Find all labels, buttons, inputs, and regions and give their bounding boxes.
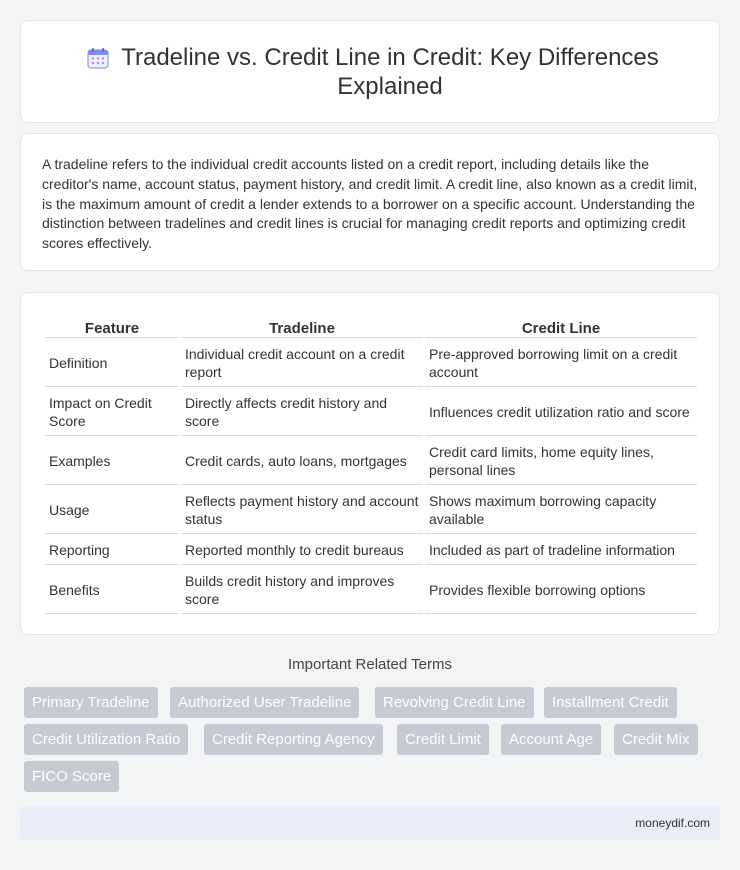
table-cell: Shows maximum borrowing capacity available <box>425 487 697 534</box>
tag-installment-credit[interactable]: Installment Credit <box>544 687 677 718</box>
table-cell: Impact on Credit Score <box>45 389 179 436</box>
table-cell: Reflects payment history and account status <box>181 487 423 534</box>
table-cell: Credit cards, auto loans, mortgages <box>181 438 423 485</box>
table-cell: Credit card limits, home equity lines, personal lines <box>425 438 697 485</box>
footer <box>20 806 720 840</box>
intro-paragraph: A tradeline refers to the individual credit accounts listed on a credit report, including details like the creditor's name, account status, payment history, and credit limit. A credit line, also known as a credit limit, is the maximum amount of credit a lender extends to a borrower on a specific account. Understanding the distinction between tradelines and credit lines is crucial for managing credit reports and optimizing credit scores effectively. <box>42 156 698 252</box>
related-terms-title: Important Related Terms <box>288 656 452 673</box>
comparison-table <box>43 316 699 616</box>
table-row <box>45 567 697 614</box>
table-header-tradeline: Tradeline <box>181 318 423 338</box>
title-card <box>20 20 720 123</box>
table-cell: Reporting <box>45 536 179 565</box>
table-cell: Included as part of tradeline information <box>425 536 697 565</box>
table-cell: Influences credit utilization ratio and score <box>425 389 697 436</box>
footer-site[interactable]: moneydif.com <box>635 816 710 830</box>
table-row <box>45 340 697 387</box>
table-cell: Examples <box>45 438 179 485</box>
table-cell: Reported monthly to credit bureaus <box>181 536 423 565</box>
tag-authorized-user-tradeline[interactable]: Authorized User Tradeline <box>170 687 359 718</box>
tag-revolving-credit-line[interactable]: Revolving Credit Line <box>375 687 534 718</box>
table-row <box>45 438 697 485</box>
tag-credit-utilization-ratio[interactable]: Credit Utilization Ratio <box>24 724 188 755</box>
table-cell: Provides flexible borrowing options <box>425 567 697 614</box>
comparison-table-card <box>20 292 720 635</box>
table-cell: Individual credit account on a credit report <box>181 340 423 387</box>
tag-credit-mix[interactable]: Credit Mix <box>614 724 698 755</box>
tag-credit-reporting-agency[interactable]: Credit Reporting Agency <box>204 724 383 755</box>
table-header-credit-line: Credit Line <box>425 318 697 338</box>
table-cell: Directly affects credit history and score <box>181 389 423 436</box>
table-cell: Benefits <box>45 567 179 614</box>
intro-card <box>20 133 720 271</box>
table-header-feature: Feature <box>45 318 179 338</box>
tag-primary-tradeline[interactable]: Primary Tradeline <box>24 687 158 718</box>
table-row <box>45 389 697 436</box>
tag-credit-limit[interactable]: Credit Limit <box>397 724 489 755</box>
table-cell: Pre-approved borrowing limit on a credit account <box>425 340 697 387</box>
tag-account-age[interactable]: Account Age <box>501 724 601 755</box>
table-cell: Usage <box>45 487 179 534</box>
table-cell: Definition <box>45 340 179 387</box>
table-row <box>45 487 697 534</box>
table-cell: Builds credit history and improves score <box>181 567 423 614</box>
page-title: Tradeline vs. Credit Line in Credit: Key Differences Explained <box>121 44 659 100</box>
tag-fico-score[interactable]: FICO Score <box>24 761 119 792</box>
table-row <box>45 536 697 565</box>
